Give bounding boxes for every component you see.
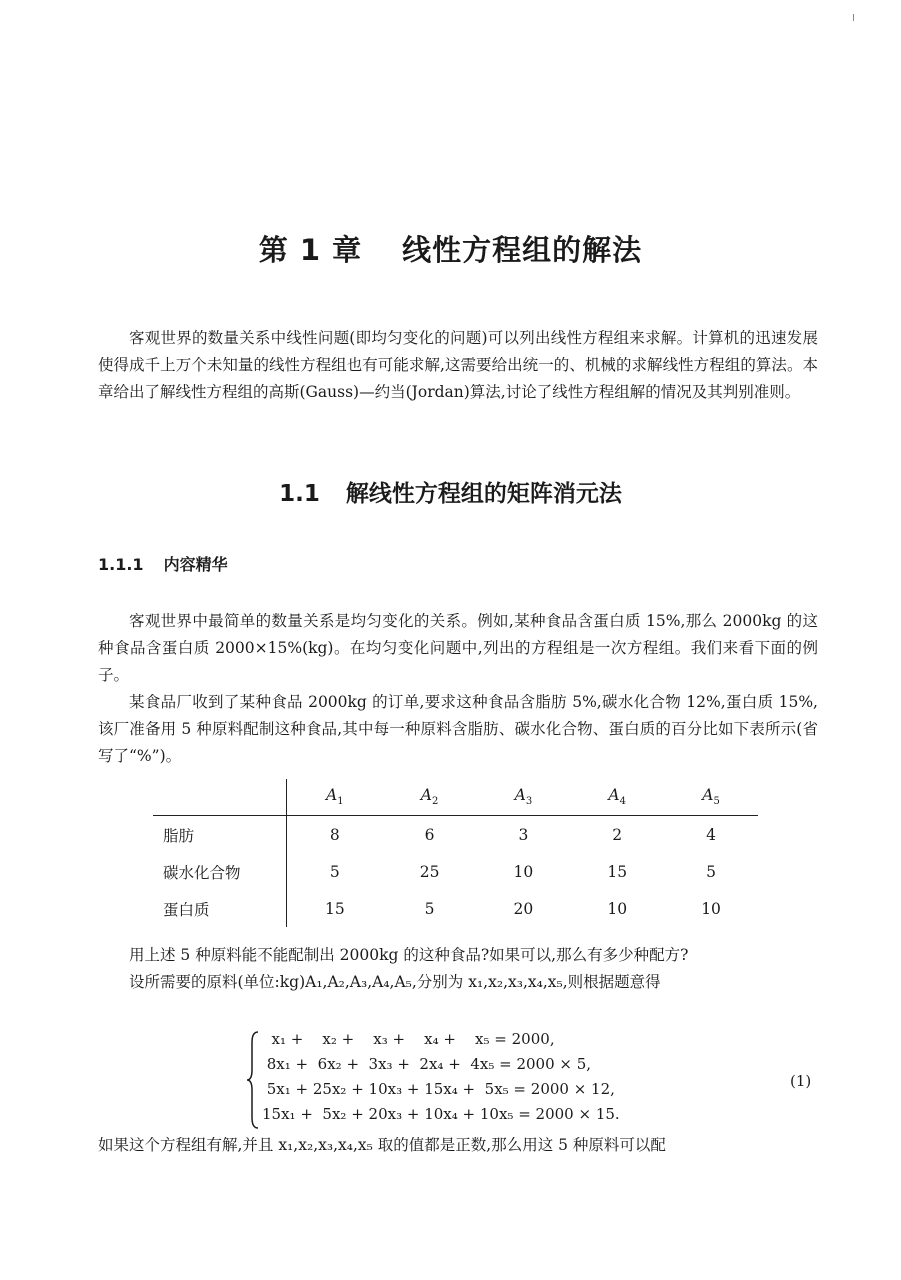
table-corner: [153, 779, 287, 816]
table-column-header: $A_1$: [287, 779, 383, 816]
table-cell: 2: [612, 825, 623, 844]
chapter-intro: [98, 325, 818, 406]
ingredient-table: [153, 779, 758, 927]
equation-line: 5x₁ + 25x₂ + 10x₃ + 15x₄ + 5x₅ = 2000 × 12,: [262, 1080, 615, 1098]
scan-mark: [853, 14, 854, 21]
row-label: 蛋白质: [153, 890, 287, 927]
chapter-title: [0, 228, 901, 269]
section-title-text: 解线性方程组的矩阵消元法: [345, 481, 622, 507]
left-brace: [246, 1030, 260, 1130]
table-cell: 10: [513, 862, 534, 881]
equation-system: [262, 1027, 620, 1127]
row-label: 脂肪: [153, 816, 287, 854]
table-column-header: $A_5$: [664, 779, 758, 816]
body-paragraph-1: 客观世界中最简单的数量关系是均匀变化的关系。例如,某种食品含蛋白质 15%,那么 2000kg 的这种食品含蛋白质 2000×15%(kg)。在均匀变化问题中,列出的方程组是一次方程组。我们来看下面的例子。: [98, 612, 818, 684]
table-cell: 15: [607, 862, 628, 881]
chapter-number: 第 1 章: [258, 233, 363, 267]
table-column-header: $A_2$: [383, 779, 477, 816]
subsection-number: 1.1.1: [98, 555, 144, 574]
section-title: [0, 475, 901, 508]
table-row: [153, 816, 758, 854]
table-row: [153, 890, 758, 927]
equation-line: x₁ + x₂ + x₃ + x₄ + x₅ = 2000,: [262, 1030, 555, 1048]
table-cell: 25: [419, 862, 440, 881]
table-header-row: [153, 779, 758, 816]
row-label: 碳水化合物: [153, 853, 287, 890]
body-paragraph-5: 如果这个方程组有解,并且 x₁,x₂,x₃,x₄,x₅ 取的值都是正数,那么用这 5 种原料可以配: [98, 1136, 666, 1154]
section-number: 1.1: [279, 481, 320, 507]
body-paragraph-4: 设所需要的原料(单位:kg)A₁,A₂,A₃,A₄,A₅,分别为 x₁,x₂,x₃,x₄,x₅,则根据题意得: [129, 973, 661, 991]
body-paragraph-2: 某食品厂收到了某种食品 2000kg 的订单,要求这种食品含脂肪 5%,碳水化合物 12%,蛋白质 15%,该厂准备用 5 种原料配制这种食品,其中每一种原料含脂肪、碳水化合物、蛋白质的百分比如下表所示(省写了“%”)。: [98, 693, 818, 765]
table-cell: 4: [706, 825, 716, 844]
table-column-header: $A_3$: [477, 779, 571, 816]
table-cell: 10: [701, 899, 721, 918]
subsection-title-text: 内容精华: [163, 555, 228, 574]
table-cell: 20: [513, 899, 534, 918]
equation-number: (1): [790, 1072, 812, 1090]
equation-line: 15x₁ + 5x₂ + 20x₃ + 10x₄ + 10x₅ = 2000 × 15.: [262, 1105, 620, 1123]
table-cell: 8: [329, 825, 340, 844]
table-cell: 15: [324, 899, 345, 918]
equation-line: 8x₁ + 6x₂ + 3x₃ + 2x₄ + 4x₅ = 2000 × 5,: [262, 1055, 592, 1073]
table-cell: 10: [607, 899, 628, 918]
intro-paragraph: 客观世界的数量关系中线性问题(即均匀变化的问题)可以列出线性方程组来求解。计算机的迅速发展使得成千上万个未知量的线性方程组也有可能求解,这需要给出统一的、机械的求解线性方程组的算法。本章给出了解线性方程组的高斯(Gauss)—约当(Jordan)算法,讨论了线性方程组解的情况及其判别准则。: [98, 329, 818, 401]
table-cell: 6: [424, 825, 435, 844]
table-cell: 5: [424, 899, 435, 918]
table-cell: 5: [329, 862, 340, 881]
subsection-title: [98, 552, 228, 575]
table-cell: 5: [706, 862, 716, 881]
body-paragraph-3: 用上述 5 种原料能不能配制出 2000kg 的这种食品?如果可以,那么有多少种配方?: [129, 946, 689, 964]
chapter-title-text: 线性方程组的解法: [402, 233, 643, 267]
table-cell: 3: [518, 825, 529, 844]
table-column-header: $A_4$: [570, 779, 664, 816]
table-row: [153, 853, 758, 890]
